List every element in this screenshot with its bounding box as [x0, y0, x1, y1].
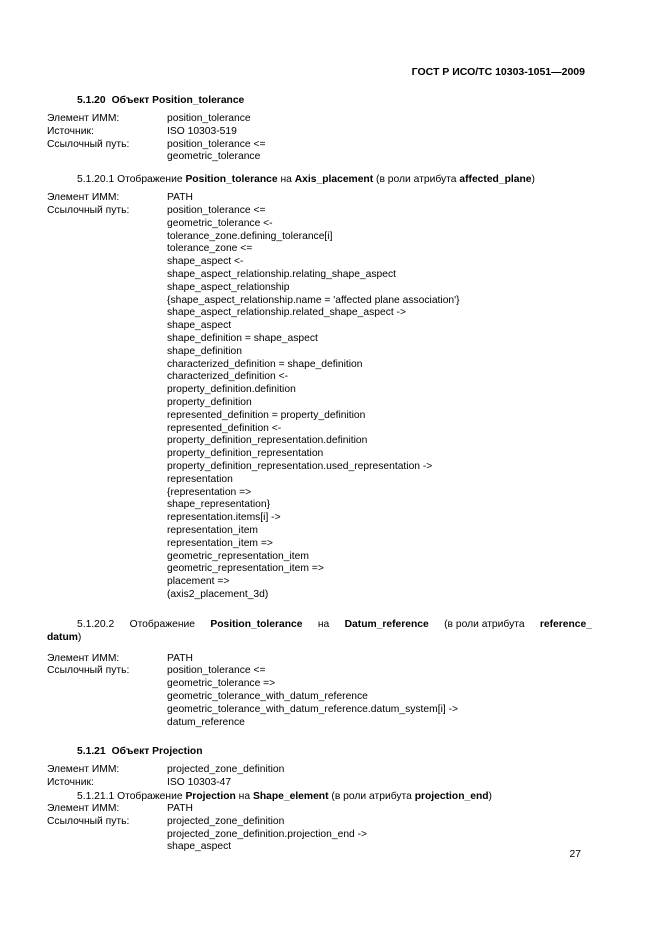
target-entity-name: Axis_placement: [294, 174, 374, 186]
reference-path-line: shape_aspect: [167, 320, 232, 332]
reference-path-line: representation.items[i] ->: [167, 512, 281, 524]
subsection-text: Отображение: [129, 618, 196, 630]
reference-path-line: geometric_tolerance <-: [167, 217, 273, 229]
field-row: [47, 205, 592, 602]
reference-path-line: characterized_definition <-: [167, 371, 289, 383]
subsection-text: (в роли атрибута: [444, 618, 525, 630]
reference-path-line: representation_item: [167, 524, 259, 536]
field-label: Источник:: [47, 125, 94, 137]
reference-path-line: property_definition_representation: [167, 448, 324, 460]
field-values: [167, 653, 193, 666]
field-row: [47, 653, 592, 666]
field-row: [47, 777, 592, 790]
field-list: [47, 192, 592, 602]
reference-path-line: shape_aspect_relationship.relating_shape_aspect: [167, 268, 396, 280]
reference-path-line: projected_zone_definition: [167, 815, 285, 827]
subsection-heading-continuation: [47, 631, 592, 644]
subsection-text: (в роли атрибута: [331, 791, 412, 803]
reference-path-line: shape_aspect_relationship: [167, 281, 290, 293]
field-label: Ссылочный путь:: [47, 138, 130, 150]
reference-path-line: {representation =>: [167, 486, 252, 498]
reference-path-line: projected_zone_definition.projection_end ->: [167, 828, 368, 840]
reference-path-line: PATH: [167, 192, 193, 204]
reference-path-line: (axis2_placement_3d): [167, 588, 269, 600]
reference-path-line: PATH: [167, 652, 193, 664]
reference-path-line: represented_definition = property_definition: [167, 409, 366, 421]
reference-path-line: property_definition_representation.used_representation ->: [167, 460, 433, 472]
reference-path-line: characterized_definition = shape_definition: [167, 358, 363, 370]
attribute-name: projection_end: [414, 791, 489, 803]
subsection-text: Отображение: [117, 174, 183, 186]
section-heading: [77, 745, 592, 758]
reference-path-line: geometric_representation_item =>: [167, 563, 324, 575]
entity-name: Position_tolerance: [185, 174, 278, 186]
reference-path-line: represented_definition <-: [167, 422, 282, 434]
field-row: [47, 764, 592, 777]
reference-path-line: shape_definition = shape_aspect: [167, 332, 318, 344]
subsection-text: ): [77, 631, 82, 643]
entity-name: Projection: [185, 791, 236, 803]
reference-path-line: position_tolerance <=: [167, 204, 266, 216]
reference-path-line: ISO 10303-519: [167, 125, 237, 137]
reference-path-line: ISO 10303-47: [167, 777, 232, 789]
section-number: 5.1.20: [77, 95, 106, 106]
field-values: [167, 777, 231, 790]
subsection-text: ): [488, 791, 492, 803]
subsection-heading: [77, 790, 592, 803]
target-entity-name: Shape_element: [252, 791, 329, 803]
attribute-name-part: reference_: [539, 618, 592, 630]
reference-path-line: property_definition_representation.definition: [167, 435, 368, 447]
field-label: Источник:: [47, 777, 94, 789]
reference-path-line: shape_aspect <-: [167, 256, 244, 268]
field-values: [167, 113, 251, 126]
reference-path-line: PATH: [167, 803, 193, 815]
section-heading: [77, 94, 592, 107]
document-header: ГОСТ Р ИСО/ТС 10303-1051—2009: [411, 66, 585, 78]
field-label: Элемент ИММ:: [47, 803, 120, 815]
subsection-text: ): [531, 174, 535, 186]
reference-path-line: geometric_tolerance_with_datum_reference.datum_system[i] ->: [167, 703, 459, 715]
field-row: [47, 665, 592, 729]
field-row: [47, 139, 592, 165]
field-label: Ссылочный путь:: [47, 815, 130, 827]
field-row: [47, 126, 592, 139]
entity-name: Position_tolerance: [210, 618, 303, 630]
field-values: [167, 816, 367, 854]
reference-path-line: tolerance_zone <=: [167, 243, 253, 255]
field-list: [47, 113, 592, 164]
subsection-text: на: [238, 791, 251, 803]
field-label: Элемент ИММ:: [47, 192, 120, 204]
page-number: 27: [569, 849, 581, 860]
reference-path-line: geometric_tolerance_with_datum_reference: [167, 691, 368, 703]
field-values: [167, 803, 193, 816]
reference-path-line: representation: [167, 473, 233, 485]
subsection-heading: [77, 618, 592, 631]
subsection-text: на: [280, 174, 292, 186]
field-values: [167, 665, 458, 729]
field-values: [167, 764, 284, 777]
subsection-text: на: [317, 618, 330, 630]
field-values: [167, 205, 460, 602]
field-label: Элемент ИММ:: [47, 113, 120, 124]
reference-path-line: position_tolerance <=: [167, 138, 266, 150]
field-row: [47, 192, 592, 205]
reference-path-line: shape_aspect: [167, 841, 232, 853]
field-row: [47, 816, 592, 854]
subsection-text: (в роли атрибута: [376, 174, 457, 186]
attribute-name: affected_plane: [459, 174, 532, 186]
section-number: 5.1.21: [77, 746, 106, 758]
reference-path-line: datum_reference: [167, 716, 245, 728]
reference-path-line: property_definition: [167, 396, 252, 408]
reference-path-line: position_tolerance: [167, 113, 251, 124]
subsection-number: 5.1.21.1: [77, 791, 115, 803]
field-label: Элемент ИММ:: [47, 652, 120, 664]
reference-path-line: geometric_tolerance =>: [167, 678, 276, 690]
field-list: [47, 653, 592, 730]
reference-path-line: geometric_representation_item: [167, 550, 309, 562]
field-label: Ссылочный путь:: [47, 665, 130, 677]
page-content: [47, 94, 592, 854]
field-values: [167, 126, 237, 139]
field-label: Элемент ИММ:: [47, 764, 120, 776]
reference-path-line: shape_aspect_relationship.related_shape_aspect ->: [167, 307, 407, 319]
field-label: Ссылочный путь:: [47, 204, 130, 216]
reference-path-line: property_definition.definition: [167, 384, 296, 396]
field-list: [47, 764, 592, 790]
reference-path-line: geometric_tolerance: [167, 151, 261, 163]
section-title: Объект Projection: [111, 746, 203, 758]
section-title: Объект Position_tolerance: [111, 95, 245, 106]
reference-path-line: projected_zone_definition: [167, 764, 285, 776]
subsection-number: 5.1.20.1: [77, 174, 115, 186]
field-list: [47, 803, 592, 854]
reference-path-line: shape_representation}: [167, 499, 271, 511]
reference-path-line: position_tolerance <=: [167, 665, 266, 677]
target-entity-name: Datum_reference: [344, 618, 429, 630]
subsection-number: 5.1.20.2: [77, 618, 115, 630]
field-values: [167, 192, 193, 205]
reference-path-line: tolerance_zone.defining_tolerance[i]: [167, 230, 333, 242]
reference-path-line: {shape_aspect_relationship.name = 'affected plane association'}: [167, 294, 460, 306]
reference-path-line: shape_definition: [167, 345, 242, 357]
attribute-name-part: datum: [47, 631, 78, 643]
field-row: [47, 113, 592, 126]
field-row: [47, 803, 592, 816]
field-values: [167, 139, 265, 165]
reference-path-line: placement =>: [167, 576, 230, 588]
subsection-text: Отображение: [117, 791, 183, 803]
subsection-heading: [77, 173, 592, 186]
reference-path-line: representation_item =>: [167, 537, 273, 549]
